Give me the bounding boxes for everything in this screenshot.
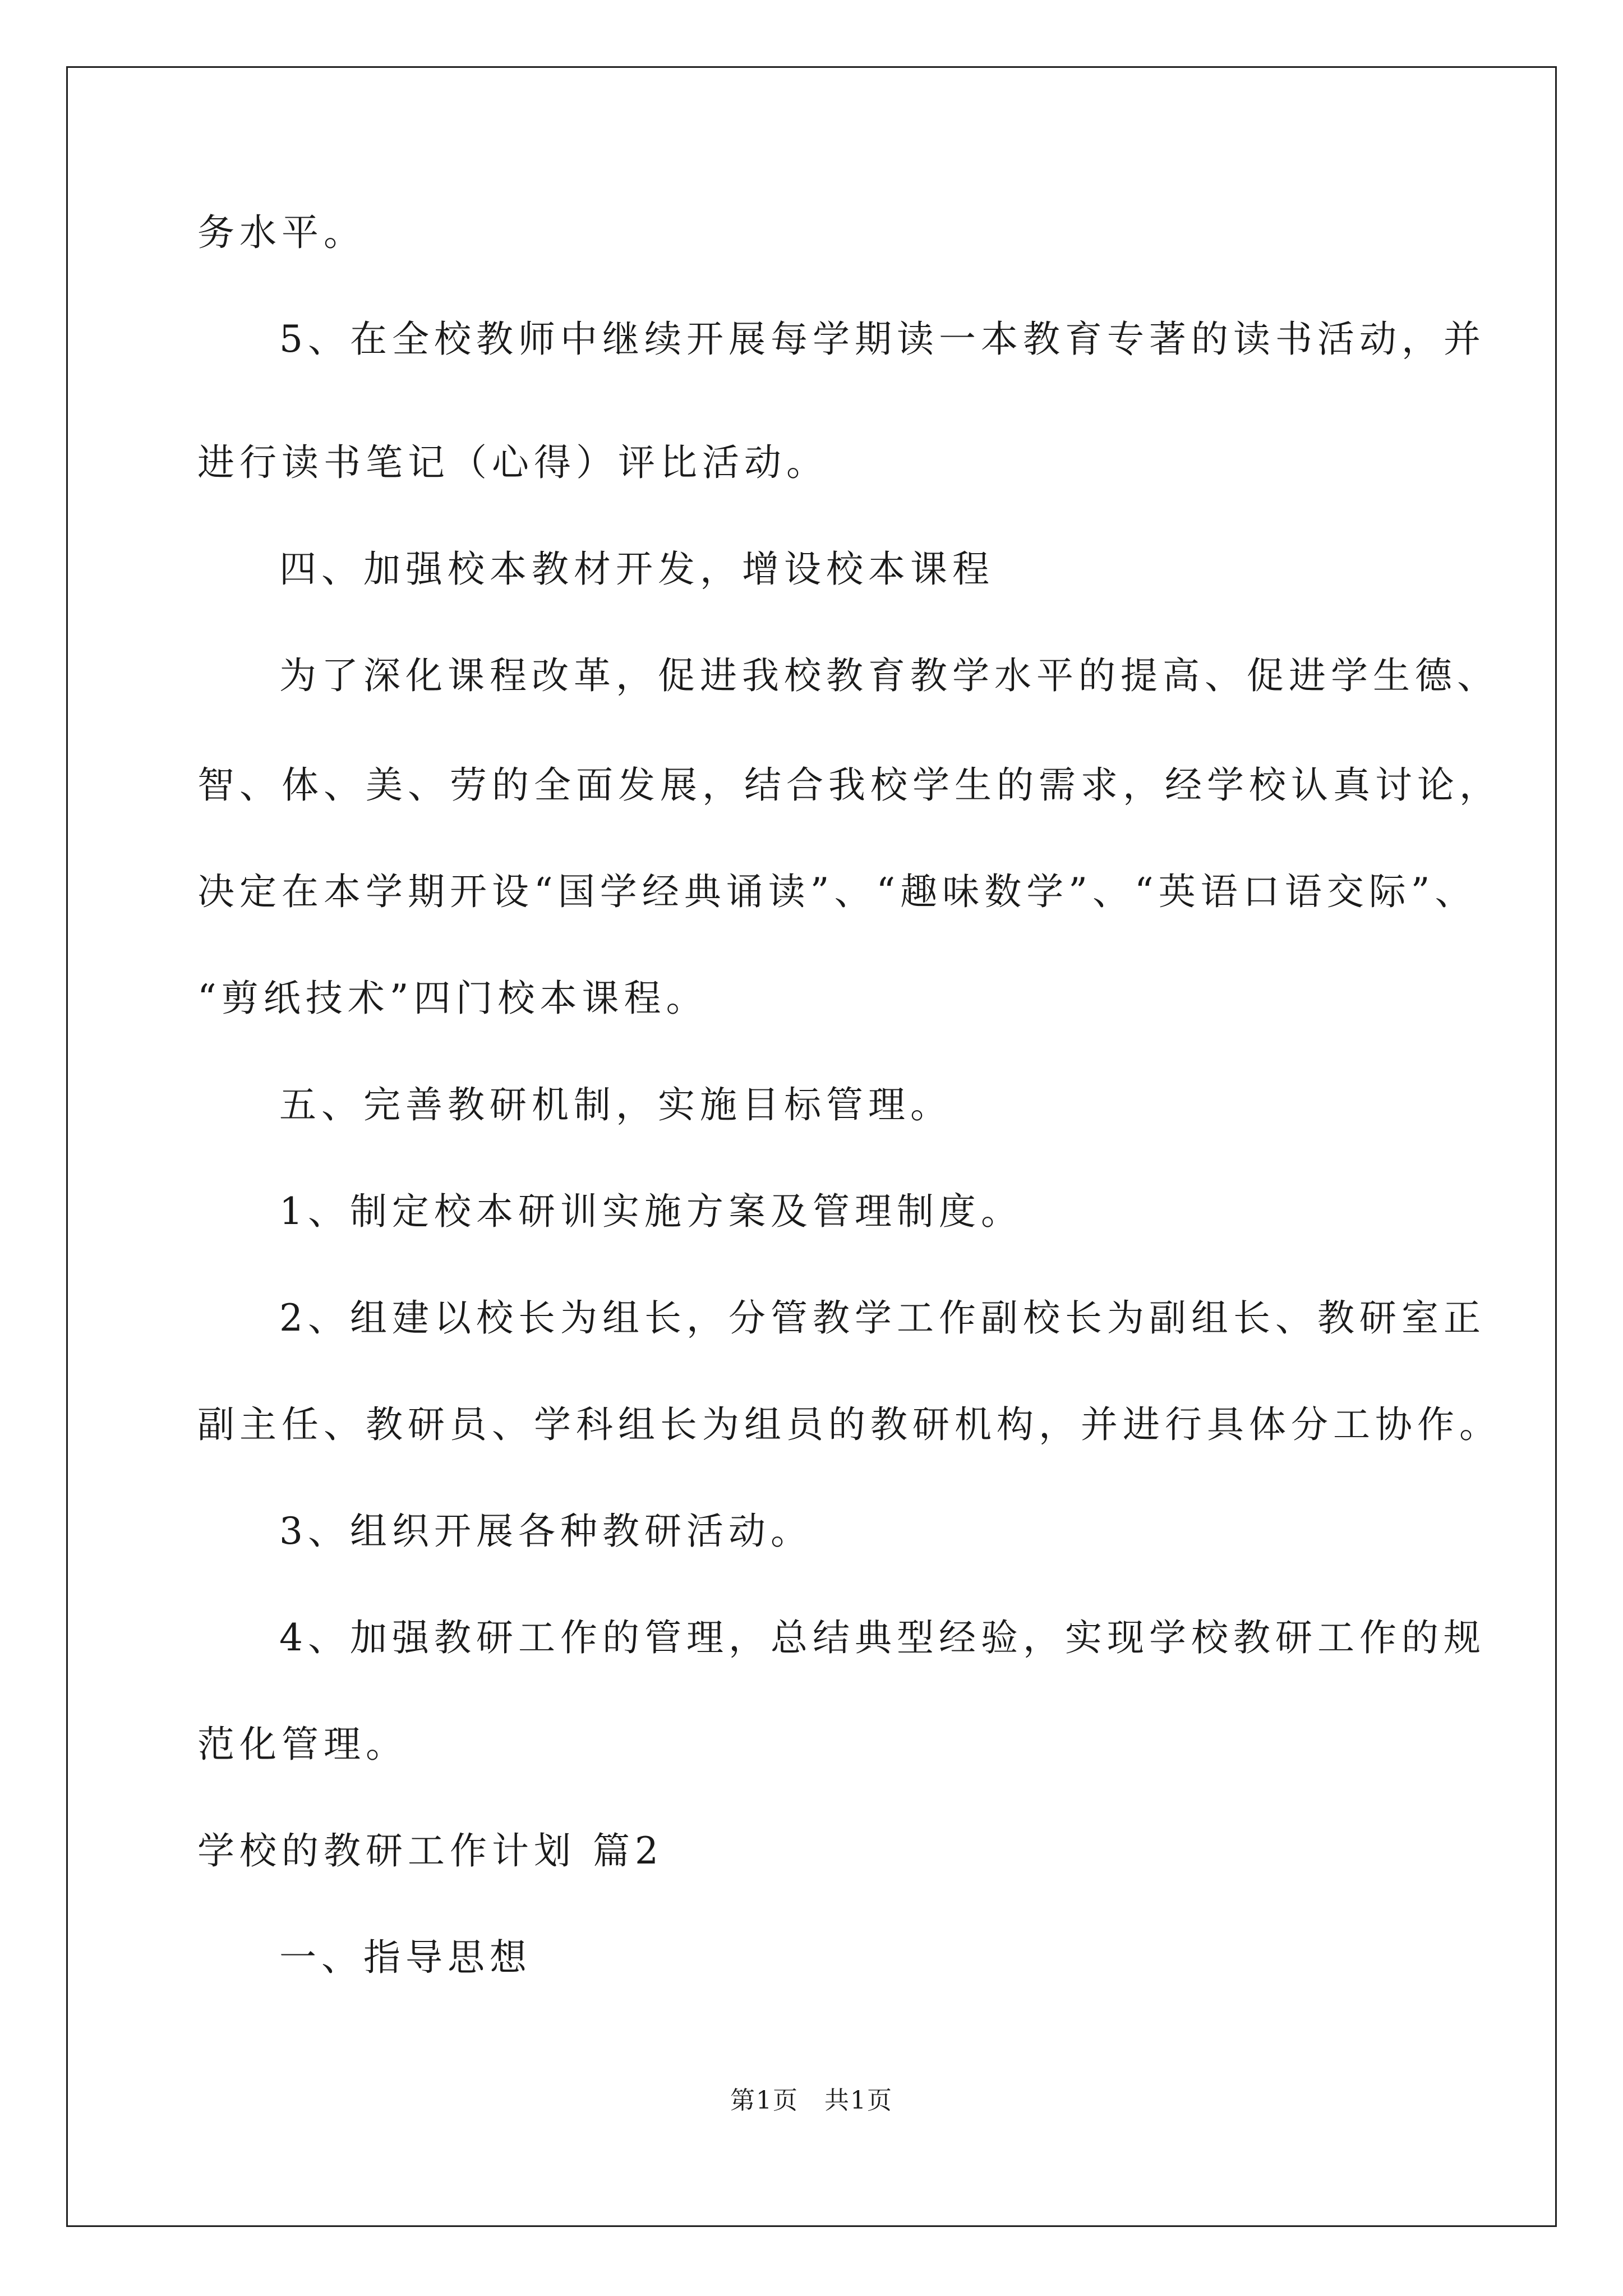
section-heading: 五、完善教研机制，实施目标管理。: [279, 1083, 952, 1126]
text-line: 副主任、教研员、学科组长为组员的教研机构，并进行具体分工协作。: [197, 1403, 1501, 1446]
section-heading: 一、指导思想: [279, 1936, 532, 1979]
text-line: 务水平。: [197, 211, 366, 254]
section-heading: 四、加强校本教材开发，增设校本课程: [279, 547, 994, 591]
page-number: 第1页 共1页: [730, 2086, 893, 2115]
text-line: 3、组织开展各种教研活动。: [279, 1510, 813, 1553]
text-line: 范化管理。: [197, 1723, 408, 1766]
text-line: 5、在全校教师中继续开展每学期读一本教育专著的读书活动，并: [279, 318, 1486, 361]
text-line: 2、组建以校长为组长，分管教学工作副校长为副组长、教研室正: [279, 1296, 1486, 1340]
text-line: 决定在本学期开设“国学经典诵读”、“趣味数学”、“英语口语交际”、: [197, 870, 1477, 913]
text-line: 智、体、美、劳的全面发展，结合我校学生的需求，经学校认真讨论，: [197, 763, 1501, 807]
document-title: 学校的教研工作计划 篇2: [197, 1829, 663, 1872]
text-line: 为了深化课程改革，促进我校教育教学水平的提高、促进学生德、: [279, 654, 1499, 697]
text-line: 4、加强教研工作的管理，总结典型经验，实现学校教研工作的规: [279, 1616, 1486, 1659]
page-border: [66, 66, 1557, 2227]
text-line: “剪纸技术”四门校本课程。: [197, 977, 708, 1020]
text-line: 进行读书笔记（心得）评比活动。: [197, 441, 828, 484]
text-line: 1、制定校本研训实施方案及管理制度。: [279, 1190, 1023, 1233]
